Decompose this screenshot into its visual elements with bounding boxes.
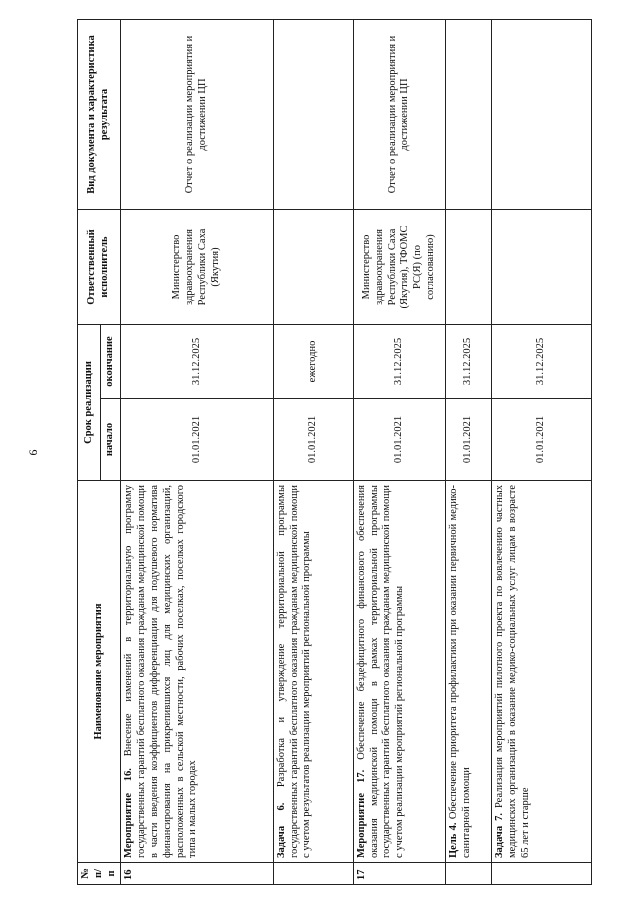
row-description bbox=[353, 481, 445, 863]
header-result: Вид документа и характеристика результата bbox=[78, 20, 121, 210]
row-result bbox=[446, 20, 492, 210]
row-text: Внесение изменений в территориальную программу государственных гарантий бесплатного оказания гражданам медицинской помощи в части введения коэффициентов дифференциации для подушевого норматива финансирования на прикрепившихся лиц для медицинских организаций, расположенных в сельской местности, рабочих поселках, поселках городского типа и малых городах bbox=[123, 484, 199, 858]
row-label: Мероприятие 17. bbox=[355, 769, 367, 858]
row-start: 01.01.2021 bbox=[353, 399, 445, 481]
row-number bbox=[492, 863, 592, 885]
row-label: Цель 4. bbox=[448, 822, 460, 858]
row-end: 31.12.2025 bbox=[492, 325, 592, 399]
row-start: 01.01.2021 bbox=[273, 399, 353, 481]
row-result bbox=[273, 20, 353, 210]
page-number: 9 bbox=[26, 449, 41, 456]
row-executor: Министерство здравоохранения Республики Саха (Якутия) bbox=[121, 210, 273, 325]
table-row bbox=[353, 20, 445, 885]
row-description bbox=[273, 481, 353, 863]
row-end: 31.12.2025 bbox=[446, 325, 492, 399]
row-start: 01.01.2021 bbox=[446, 399, 492, 481]
row-number: 17 bbox=[353, 863, 445, 885]
row-start: 01.01.2021 bbox=[121, 399, 273, 481]
row-label: Задача 7. bbox=[494, 813, 506, 858]
row-executor: Министерство здравоохранения Республики Саха (Якутия), ТФОМС РС(Я) (по согласованию) bbox=[353, 210, 445, 325]
row-text: Обеспечение приоритета профилактики при оказании первичной медико-санитарной помощи bbox=[448, 484, 472, 858]
rotated-page bbox=[77, 20, 587, 885]
row-text: Обеспечение бездефицитного финансового обеспечения оказания медицинской помощи в рамках территориальной программы государственных гарантий бесплатного оказания гражданам медицинской помощи с учетом реализации мероприятий региональной программы bbox=[355, 484, 406, 858]
row-number: 16 bbox=[121, 863, 273, 885]
row-description bbox=[446, 481, 492, 863]
header-end: окончание bbox=[100, 325, 121, 399]
row-description bbox=[121, 481, 273, 863]
header-name: Наименование мероприятия bbox=[78, 481, 121, 863]
row-text: Разработка и утверждение территориальной программы государственных гарантий бесплатного оказания гражданам медицинской помощи с учетом результатов реализации мероприятий региональной программы bbox=[275, 484, 313, 858]
table-row bbox=[446, 20, 492, 885]
row-result bbox=[492, 20, 592, 210]
row-number bbox=[273, 863, 353, 885]
header-num: № п/п bbox=[78, 863, 121, 885]
activities-table bbox=[77, 19, 592, 885]
row-executor bbox=[446, 210, 492, 325]
row-text: Реализация мероприятий пилотного проекта по вовлечению частных медицинских организаций в оказание медико-социальных услуг лицам в возрасте 65 лет и старше bbox=[494, 484, 531, 858]
header-executor: Ответственный исполнитель bbox=[78, 210, 121, 325]
row-result: Отчет о реализации мероприятия и достижении ЦП bbox=[121, 20, 273, 210]
row-start: 01.01.2021 bbox=[492, 399, 592, 481]
table-row bbox=[492, 20, 592, 885]
row-executor bbox=[492, 210, 592, 325]
table-row bbox=[121, 20, 273, 885]
row-end: ежегодно bbox=[273, 325, 353, 399]
row-label: Задача 6. bbox=[275, 802, 287, 858]
table-row bbox=[273, 20, 353, 885]
row-end: 31.12.2025 bbox=[121, 325, 273, 399]
landscape-content bbox=[77, 20, 587, 885]
row-result: Отчет о реализации мероприятия и достижении ЦП bbox=[353, 20, 445, 210]
row-executor bbox=[273, 210, 353, 325]
header-period: Срок реализации bbox=[78, 325, 101, 481]
row-number bbox=[446, 863, 492, 885]
row-description bbox=[492, 481, 592, 863]
row-label: Мероприятие 16. bbox=[123, 768, 135, 858]
row-end: 31.12.2025 bbox=[353, 325, 445, 399]
header-start: начало bbox=[100, 399, 121, 481]
